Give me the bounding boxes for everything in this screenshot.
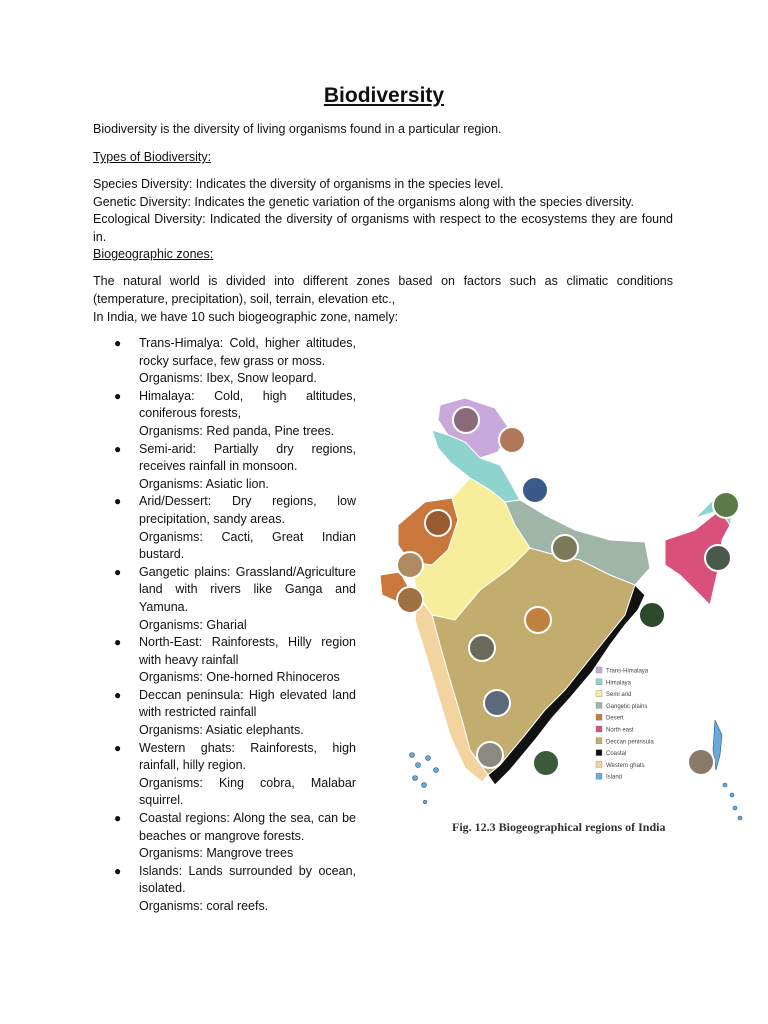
- legend-label: Semi arid: [606, 692, 632, 699]
- bullet-icon: ●: [114, 388, 122, 403]
- legend-label: Western ghats: [606, 762, 645, 769]
- tiger-photo: [525, 607, 551, 633]
- zone-organisms: Organisms: Asiatic elephants.: [139, 723, 304, 738]
- legend-swatch: [596, 773, 602, 779]
- zone-organisms: Organisms: Red panda, Pine trees.: [139, 423, 335, 438]
- ibex-photo: [499, 427, 525, 453]
- types-heading: Types of Biodiversity:: [93, 150, 212, 164]
- zone-item: [112, 564, 356, 634]
- bullet-icon: ●: [114, 336, 122, 350]
- legend-swatch: [596, 691, 602, 697]
- zone-organisms: Organisms: Gharial: [139, 617, 247, 632]
- zone-organisms: Organisms: Ibex, Snow leopard.: [139, 371, 317, 386]
- page-title: Biodiversity: [323, 84, 445, 107]
- bird-photo: [522, 477, 548, 503]
- legend-swatch: [596, 738, 602, 744]
- zone-organisms: Organisms: Cacti, Great Indian bustard.: [139, 529, 356, 562]
- genetic-diversity-text: Genetic Diversity: Indicates the genetic variation of the organisms along with the species diversity.: [93, 194, 635, 209]
- zones-intro: In India, we have 10 such biogeographic zone, namely:: [93, 309, 399, 324]
- zone-item: [112, 810, 356, 863]
- zone-item: [112, 687, 356, 740]
- bullet-icon: ●: [114, 564, 122, 579]
- zone-item: [112, 740, 356, 810]
- elephant-photo: [477, 742, 503, 768]
- gazelle-photo: [397, 552, 423, 578]
- zone-item: [112, 388, 356, 441]
- mangrove-photo: [533, 750, 559, 776]
- zone-item: [112, 441, 356, 494]
- bullet-icon: ●: [114, 635, 122, 650]
- zone-description: Islands: Lands surrounded by ocean, isolated.: [139, 863, 356, 896]
- one-horned-rhino-photo: [705, 545, 731, 571]
- zone-description: Western ghats: Rainforests, high rainfall, hilly region.: [139, 740, 356, 773]
- intro-paragraph: Biodiversity is the diversity of living organisms found in a particular region.: [93, 122, 502, 136]
- rhino-photo: [469, 635, 495, 661]
- zone-description: Semi-arid: Partially dry regions, receives rainfall in monsoon.: [139, 441, 356, 474]
- camel-photo: [397, 587, 423, 613]
- zone-description: North-East: Rainforests, Hilly region with heavy rainfall: [139, 635, 356, 667]
- zone-organisms: Organisms: Asiatic lion.: [139, 476, 269, 491]
- zone-item: [112, 634, 356, 687]
- zone-item: [112, 863, 356, 916]
- zone-description: Trans-Himalya: Cold, higher altitudes, rocky surface, few grass or moss.: [139, 336, 356, 368]
- legend-swatch: [596, 679, 602, 685]
- species-diversity-text: Species Diversity: Indicates the diversity of organisms in the species level.: [93, 177, 504, 191]
- bullet-icon: ●: [114, 687, 122, 702]
- legend-swatch: [596, 726, 602, 732]
- forest-photo: [639, 602, 665, 628]
- zones-heading: Biogeographic zones:: [93, 247, 214, 261]
- bullet-icon: ●: [114, 811, 122, 826]
- bullet-icon: ●: [114, 740, 122, 755]
- legend-swatch: [596, 667, 602, 673]
- zone-item: [112, 493, 356, 563]
- zone-item: [112, 335, 356, 388]
- legend-label: Desert: [606, 715, 624, 722]
- gharial-photo: [552, 535, 578, 561]
- bullet-icon: ●: [114, 863, 122, 878]
- zone-description: Coastal regions: Along the sea, can be beaches or mangrove forests.: [139, 811, 356, 843]
- zone-description: Arid/Dessert: Dry regions, low precipitation, sandy areas.: [139, 494, 356, 526]
- buffalo-photo: [484, 690, 510, 716]
- map-legend: [596, 667, 654, 781]
- map-graphic: [370, 390, 760, 840]
- ecological-diversity-text: Ecological Diversity: Indicated the diversity of organisms with respect to the ecosystems they are found in.: [93, 212, 673, 244]
- zone-organisms: Organisms: King cobra, Malabar squirrel.: [139, 775, 356, 808]
- bullet-icon: ●: [114, 494, 122, 509]
- fox-photo: [425, 510, 451, 536]
- legend-swatch: [596, 702, 602, 708]
- legend-label: Island: [606, 774, 623, 781]
- red-panda-photo: [713, 492, 739, 518]
- zones-list: [112, 335, 356, 916]
- zone-description: Gangetic plains: Grassland/Agriculture land with rivers like Ganga and Yamuna.: [139, 564, 356, 614]
- legend-label: Trans-Himalaya: [606, 668, 649, 675]
- legend-label: Gangetic plains: [606, 703, 648, 710]
- zone-organisms: Organisms: coral reefs.: [139, 899, 269, 913]
- snow-leopard-photo: [453, 407, 479, 433]
- bullet-icon: ●: [114, 441, 122, 456]
- india-biogeography-map: [370, 390, 760, 840]
- legend-label: Coastal: [606, 751, 627, 758]
- legend-swatch: [596, 714, 602, 720]
- zone-organisms: Organisms: Mangrove trees: [139, 846, 294, 861]
- legend-label: North east: [606, 727, 634, 734]
- zone-description: Deccan peninsula: High elevated land with restricted rainfall: [139, 687, 356, 720]
- legend-label: Deccan peninsula: [606, 739, 654, 746]
- zone-description: Himalaya: Cold, high altitudes, coniferous forests,: [139, 388, 356, 421]
- coral-photo: [688, 749, 714, 775]
- legend-label: Himalaya: [606, 680, 632, 687]
- map-caption: Fig. 12.3 Biogeographical regions of India: [452, 820, 666, 834]
- zone-organisms: Organisms: One-horned Rhinoceros: [139, 670, 340, 685]
- zones-paragraph: The natural world is divided into different zones based on factors such as climatic conditions (temperature, precipitation), soil, terrain, elevation etc.,: [93, 274, 673, 306]
- legend-swatch: [596, 761, 602, 767]
- legend-swatch: [596, 750, 602, 756]
